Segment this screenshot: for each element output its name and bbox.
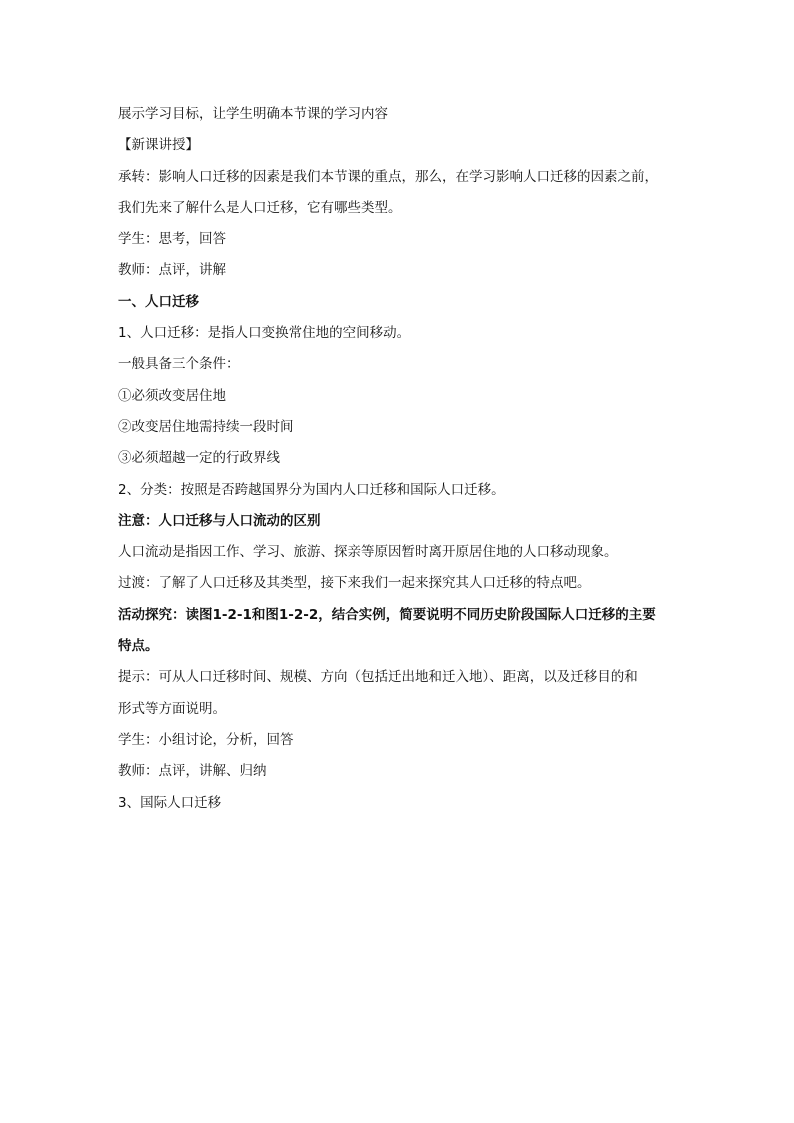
- paragraph-transition: 承转：影响人口迁移的因素是我们本节课的重点，那么，在学习影响人口迁移的因素之前，: [118, 168, 658, 185]
- note-heading: 注意：人口迁移与人口流动的区别: [118, 512, 321, 529]
- paragraph-classification: 2、分类：按照是否跨越国界分为国内人口迁移和国际人口迁移。: [118, 481, 505, 498]
- list-item-condition-1: ①必须改变居住地: [118, 387, 226, 404]
- paragraph-conditions: 一般具备三个条件：: [118, 356, 240, 373]
- paragraph-teacher: 教师：点评，讲解: [118, 262, 226, 279]
- list-item-condition-3: ③必须超越一定的行政界线: [118, 450, 280, 467]
- list-item-condition-2: ②改变居住地需持续一段时间: [118, 418, 294, 435]
- paragraph-population-flow: 人口流动是指因工作、学习、旅游、探亲等原因暂时离开原居住地的人口移动现象。: [118, 544, 618, 561]
- heading-international-migration: 3、国际人口迁移: [118, 794, 222, 811]
- document-body: [118, 99, 688, 819]
- paragraph-teacher-2: 教师：点评，讲解、归纳: [118, 763, 267, 780]
- paragraph-student-2: 学生：小组讨论，分析，回答: [118, 731, 294, 748]
- activity-heading: 活动探究：读图1-2-1和图1-2-2，结合实例，简要说明不同历史阶段国际人口迁移的主要: [118, 606, 656, 623]
- heading-population-migration: 一、人口迁移: [118, 293, 199, 310]
- paragraph-learning-goals: 展示学习目标，让学生明确本节课的学习内容: [118, 106, 388, 122]
- paragraph-hint-cont: 形式等方面说明。: [118, 700, 226, 717]
- paragraph-definition: 1、人口迁移：是指人口变换常住地的空间移动。: [118, 325, 411, 342]
- paragraph-transition-cont: 我们先来了解什么是人口迁移，它有哪些类型。: [118, 199, 402, 216]
- activity-heading-cont: 特点。: [118, 638, 159, 655]
- paragraph-hint: 提示：可从人口迁移时间、规模、方向（包括迁出地和迁入地）、距离，以及迁移目的和: [118, 669, 638, 686]
- paragraph-student: 学生：思考，回答: [118, 231, 226, 248]
- paragraph-transition-2: 过渡：了解了人口迁移及其类型，接下来我们一起来探究其人口迁移的特点吧。: [118, 575, 591, 592]
- section-heading-new-lesson: 【新课讲授】: [118, 137, 199, 154]
